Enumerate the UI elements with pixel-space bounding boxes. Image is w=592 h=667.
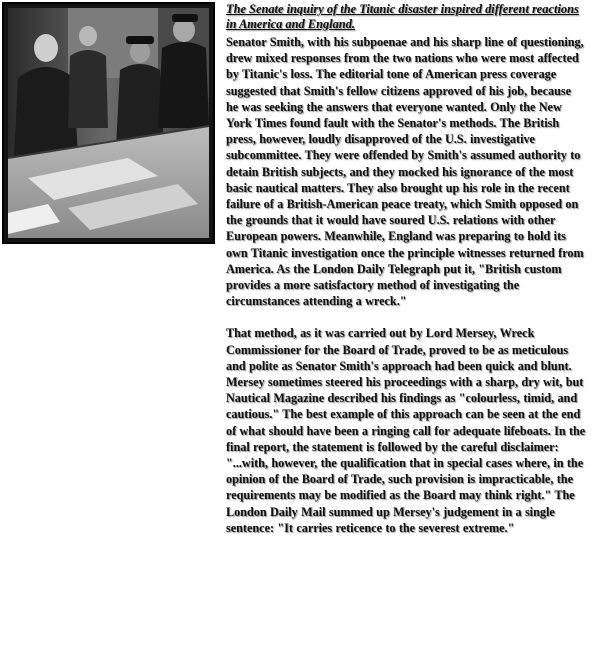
body-paragraph-2: That method, as it was carried out by Lord Mersey, Wreck Commissioner for the Board of Trade, proved to be as meticulous and polite as Senator Smith's approach had been quick and blunt. Mersey sometimes steered his proceedings with a sharp, dry wit, but Nautical Magazine described his findings as "colourless, timid, and cautious." The best example of this approach can be seen at the end of what should have been a ringing call for adequate lifeboats. In the final report, the statement is followed by the careful disclaimer: "...with, however, the qualification that in special cases where, in the opinion of the Board of Trade, such provision is impracticable, the requirements may be modified as the Board may think right." The London Daily Mail summed up Mersey's judgement in a single sentence: "It carries reticence to the severest extreme." [226,326,586,535]
historical-photo [2,2,215,244]
historical-photo-icon [8,8,209,238]
photo-caption: The Senate inquiry of the Titanic disaster inspired different reactions in America and England. [226,2,579,31]
body-paragraph-1: Senator Smith, with his subpoenae and his sharp line of questioning, drew mixed responses from the two nations who were most affected by Titanic's loss. The editorial tone of American press coverage suggested that Smith's fellow citizens approved of his job, because he was seeking the answers that everyone wanted. Only the New York Times found fault with the Senator's methods. The British press, however, loudly disapproved of the U.S. investigative subcommittee. They were offended by Smith's assumed authority to detain British subjects, and they mocked his ignorance of the most basic nautical matters. They also brought up his role in the recent failure of a British-American peace treaty, which Smith opposed on the grounds that it would have soured U.S. relations with other European powers. Meanwhile, England was preparing to hold its own Titanic investigation once the principle witnesses returned from America. As the London Daily Telegraph put it, "British custom provides a more satisfactory method of investigating the circumstances attending a wreck." [226,35,584,309]
article-text [226,2,586,536]
